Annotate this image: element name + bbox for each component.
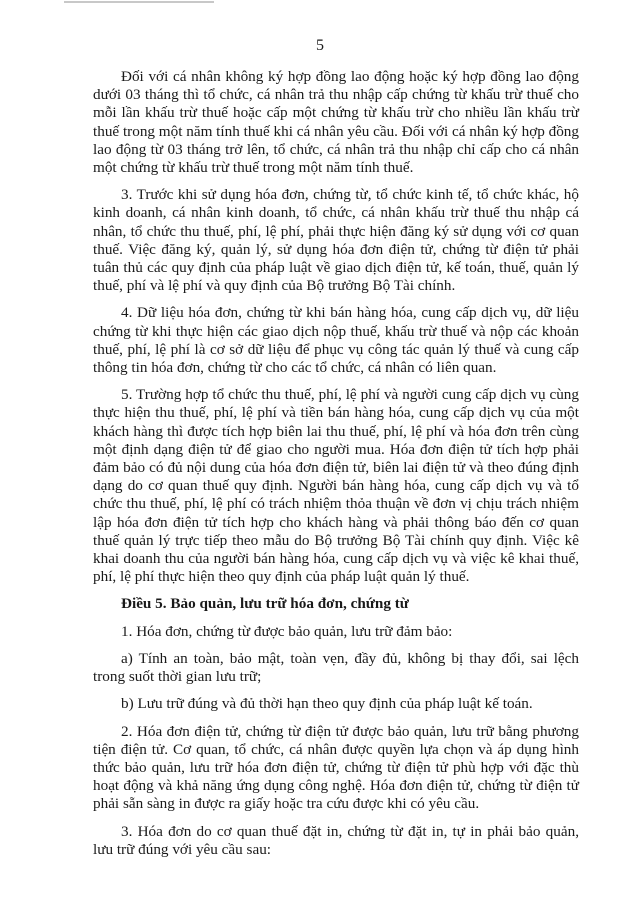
page-number: 5 [316, 37, 324, 54]
article-5-heading: Điều 5. Bảo quản, lưu trữ hóa đơn, chứng từ [121, 595, 409, 613]
paragraph-clause-4: 4. Dữ liệu hóa đơn, chứng từ khi bán hàng hóa, cung cấp dịch vụ, dữ liệu chứng từ khi thực hiện các giao dịch nộp thuế, khấu trừ thuế và nộp các khoản thuế, phí, lệ phí là cơ sở dữ liệu để phục vụ công tác quản lý thuế và cung cấp thông tin hóa đơn, chứng từ cho các tổ chức, cá nhân có liên quan. [93, 304, 579, 377]
paragraph-clause-3: 3. Trước khi sử dụng hóa đơn, chứng từ, tổ chức kinh tế, tổ chức khác, hộ kinh doanh, cá nhân kinh doanh, tổ chức, cá nhân khấu trừ thuế thu nhập cá nhân, tổ chức thu thuế, phí, lệ phí, phải thực hiện đăng ký sử dụng với cơ quan thuế. Việc đăng ký, quản lý, sử dụng hóa đơn điện tử, chứng từ điện tử phải tuân thủ các quy định của pháp luật về giao dịch điện tử, kế toán, thuế, quản lý thuế, phí và lệ phí và quy định của Bộ trưởng Bộ Tài chính. [93, 186, 579, 295]
article-5-clause-2: 2. Hóa đơn điện tử, chứng từ điện tử được bảo quản, lưu trữ bằng phương tiện điện tử. Cơ quan, tổ chức, cá nhân được quyền lựa chọn và áp dụng hình thức bảo quản, lưu trữ hóa đơn điện tử, chứng từ điện tử phù hợp với đặc thù hoạt động và khả năng ứng dụng công nghệ. Hóa đơn điện tử, chứng từ điện tử phải sẵn sàng in được ra giấy hoặc tra cứu được khi có yêu cầu. [93, 722, 579, 813]
article-5-clause-1a: a) Tính an toàn, bảo mật, toàn vẹn, đầy đủ, không bị thay đổi, sai lệch trong suốt thời gian lưu trữ; [93, 649, 579, 686]
scan-artifact-line [64, 1, 214, 3]
paragraph-clause-5: 5. Trường hợp tổ chức thu thuế, phí, lệ phí và người cung cấp dịch vụ cùng thực hiện thu thuế, phí, lệ phí và tiền bán hàng hóa, cung cấp dịch vụ của một khách hàng thì được tích hợp biên lai thu thuế, phí, lệ phí và hóa đơn trên cùng một định dạng điện tử để giao cho người mua. Hóa đơn điện tử tích hợp phải đảm bảo có đủ nội dung của hóa đơn điện tử, biên lai điện tử và theo đúng định dạng do cơ quan thuế quy định. Người bán hàng hóa, cung cấp dịch vụ và tổ chức thu thuế, phí, lệ phí có trách nhiệm thỏa thuận về đơn vị chịu trách nhiệm lập hóa đơn điện tử tích hợp cho khách hàng và phải thông báo đến cơ quan thuế quản lý trực tiếp theo mẫu do Bộ trưởng Bộ Tài chính quy định. Việc kê khai doanh thu của người bán hàng hóa, cung cấp dịch vụ và việc kê khai thuế, phí, lệ phí thực hiện theo quy định của pháp luật quản lý thuế. [93, 386, 579, 586]
article-5-clause-1b: b) Lưu trữ đúng và đủ thời hạn theo quy định của pháp luật kế toán. [121, 695, 533, 713]
article-5-clause-3: 3. Hóa đơn do cơ quan thuế đặt in, chứng từ đặt in, tự in phải bảo quản, lưu trữ đúng với yêu cầu sau: [93, 822, 579, 858]
paragraph-individual-tax-certificate: Đối với cá nhân không ký hợp đồng lao động hoặc ký hợp đồng lao động dưới 03 tháng thì tổ chức, cá nhân trả thu nhập cấp chứng từ khấu trừ thuế cho mỗi lần khấu trừ thuế hoặc cấp một chứng từ khấu trừ cho nhiều lần khấu trừ thuế trong một năm tính thuế khi cá nhân yêu cầu. Đối với cá nhân ký hợp đồng lao động từ 03 tháng trở lên, tổ chức, cá nhân trả thu nhập chỉ cấp cho cá nhân một chứng từ khấu trừ thuế trong một năm tính thuế. [93, 68, 579, 177]
article-5-clause-1: 1. Hóa đơn, chứng từ được bảo quản, lưu trữ đảm bảo: [121, 622, 453, 640]
document-body [93, 68, 579, 868]
